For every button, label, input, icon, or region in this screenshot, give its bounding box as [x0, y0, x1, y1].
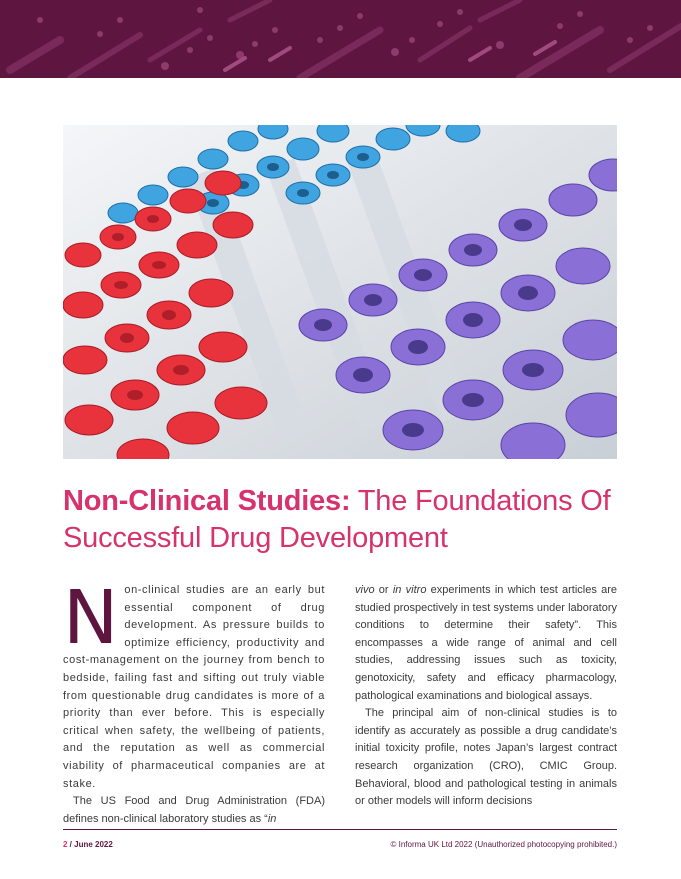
paragraph-text: experiments in which test articles are studied prospectively in test systems under laboratory conditions to determine their safety”. This encompasses a wide range of animal and cell studies, addressing issues such as toxicity, genotoxicity, safety and efficacy pharmacology, pathological examinations and biological assays. [355, 584, 617, 702]
italic-text: in [267, 812, 277, 825]
paragraph-text: or [374, 584, 393, 596]
paragraph [63, 575, 325, 793]
body-column-right [355, 582, 617, 811]
title-rest-part: The Foundations Of Successful Drug Development [63, 485, 611, 554]
footer-page-info [63, 840, 113, 849]
title-bold-part: Non-Clinical Studies: [63, 485, 351, 517]
drop-cap: N [63, 575, 119, 661]
footer-separator: / [67, 840, 75, 849]
paragraph [63, 793, 325, 828]
paragraph-text: on-clinical studies are an early but essential component of drug development. As pressure builds to optimize efficiency, productivity and cost-management on the journey from bench to bedside, failing fast and sifting out truly viable from questionable drug candidates is more of a priority than ever before. This is especially critical when safety, the wellbeing of patients, and the reputation as well as commercial viability of pharmaceutical companies are at stake. [63, 584, 325, 790]
paragraph [355, 582, 617, 705]
footer-divider [63, 829, 617, 830]
body-column-left [63, 575, 325, 828]
copyright-notice: © Informa UK Ltd 2022 (Unauthorized photocopying prohibited.) [390, 840, 617, 849]
italic-text: in vitro [392, 584, 427, 596]
paragraph [355, 705, 617, 811]
paragraph-text: The US Food and Drug Administration (FDA) defines non-clinical laboratory studies as “ [63, 795, 325, 825]
article-title [63, 483, 623, 557]
paragraph-text: The principal aim of non-clinical studies is to identify as accurately as possible a drug candidate’s initial toxicity profile, notes Japan’s largest contract research organization (CRO), CMIC Group. Behavioral, blood and pathological testing in animals or other models will inform decisions [355, 707, 617, 808]
header-banner [0, 0, 681, 78]
issue-date: June 2022 [74, 840, 113, 849]
italic-text: vivo [355, 584, 375, 596]
blood-test-tubes-photo-icon [63, 125, 617, 459]
page-number: 2 [63, 840, 68, 849]
dot-dash-pattern-icon [0, 0, 681, 78]
hero-image [63, 125, 617, 459]
